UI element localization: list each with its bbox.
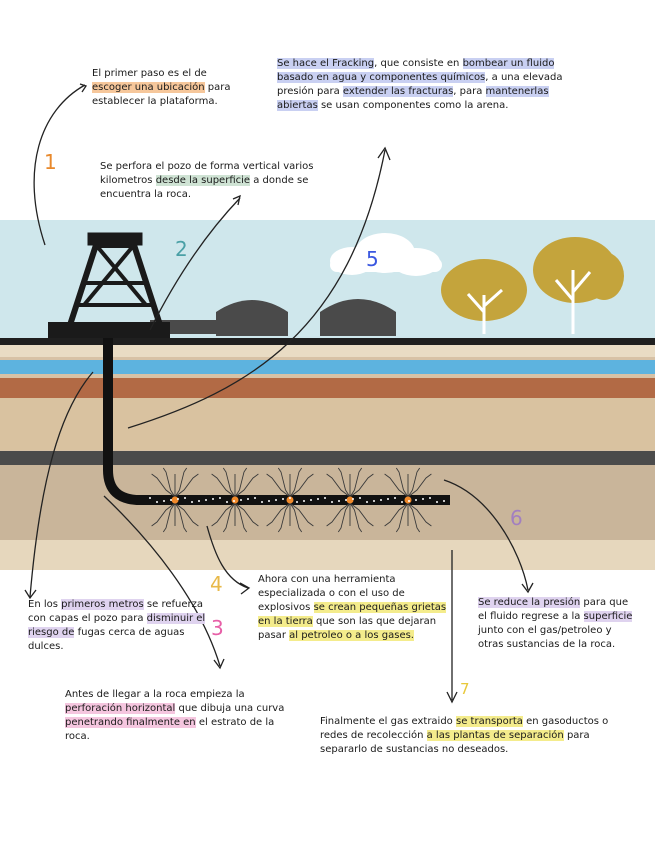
step-5-text-b: , a una elevada presión para <box>277 72 563 97</box>
proppant-grain <box>380 499 382 501</box>
step-7-highlight-b: a las plantas de separación <box>426 730 564 741</box>
proppant-grain <box>212 498 214 500</box>
proppant-grain <box>331 501 333 503</box>
step-3-note <box>65 688 300 744</box>
step-7-highlight-a: se transporta <box>456 716 523 727</box>
proppant-grain <box>219 497 221 499</box>
proppant-grain <box>317 498 319 500</box>
step-4-text-a: Ahora con una herramienta especializada o con el uso de explosivos <box>258 574 405 613</box>
step-3-text-b: que dibuja una curva <box>178 703 285 714</box>
bottom-layer <box>0 540 655 570</box>
step-5-highlight-d: mantenerlas abiertas <box>277 86 549 111</box>
aquifer-layer <box>0 360 655 374</box>
step-number-6: 6 <box>510 506 523 530</box>
perforation-point <box>405 497 412 504</box>
step-6-highlight-b: superficie <box>583 611 633 622</box>
proppant-grain <box>415 499 417 501</box>
proppant-grain <box>205 499 207 501</box>
proppant-grain <box>366 501 368 503</box>
step-6-note <box>478 596 638 652</box>
step-1-note <box>92 67 242 109</box>
proppant-grain <box>303 500 305 502</box>
proppant-grain <box>324 497 326 499</box>
proppant-grain <box>429 497 431 499</box>
step-4-highlight-b: al petroleo o a los gases. <box>289 630 414 641</box>
proppant-grain <box>345 499 347 501</box>
step-3-highlight-b: penetrando finalmente en <box>65 717 196 728</box>
aquifer-text-a: En los <box>28 599 58 610</box>
aquifer-highlight-a: primeros metros <box>61 599 144 610</box>
proppant-grain <box>261 501 263 503</box>
proppant-grain <box>289 497 291 499</box>
step-2-highlight: desde la superficie <box>155 175 251 186</box>
step-7-text-b: en gasoductos o redes de recolección <box>320 716 609 741</box>
step-7-note <box>320 715 630 757</box>
proppant-grain <box>296 501 298 503</box>
dark-layer <box>0 451 655 465</box>
step-4-text-b: que son las que dejaran pasar <box>258 616 437 641</box>
step-5-highlight-b: bombear un fluido basado en agua y componentes químicos <box>277 58 555 83</box>
proppant-grain <box>247 498 249 500</box>
step-number-3: 3 <box>211 616 224 640</box>
proppant-grain <box>198 500 200 502</box>
step-4-note <box>258 573 458 643</box>
step-5-text-a: , que consiste en <box>374 58 460 69</box>
step-4-highlight-a: se crean pequeñas grietas en la tierra <box>258 602 447 627</box>
step-2-text-a: Se perfora el pozo de forma vertical varios kilometros <box>100 161 314 186</box>
proppant-grain <box>149 497 151 499</box>
proppant-grain <box>226 501 228 503</box>
step-3-highlight-a: perforación horizontal <box>65 703 176 714</box>
clay-layer <box>0 378 655 398</box>
step-6-text-b: junto con el gas/petroleo y otras sustancias de la roca. <box>478 625 616 650</box>
step-5-highlight-c: extender las fracturas <box>342 86 454 97</box>
proppant-grain <box>394 497 396 499</box>
perforation-point <box>172 497 179 504</box>
step-number-4: 4 <box>210 572 223 596</box>
proppant-grain <box>170 499 172 501</box>
proppant-grain <box>352 498 354 500</box>
step-2-note <box>100 160 340 202</box>
proppant-grain <box>387 498 389 500</box>
aquifer-note <box>28 598 208 654</box>
step-number-5: 5 <box>366 247 379 271</box>
proppant-grain <box>310 499 312 501</box>
step-5-text-c: , para <box>453 86 483 97</box>
proppant-grain <box>338 500 340 502</box>
proppant-grain <box>436 501 438 503</box>
step-5-text-d: se usan componentes como la arena. <box>320 100 509 111</box>
step-6-text-a: para que el fluido regrese a la <box>478 597 629 622</box>
proppant-grain <box>408 500 410 502</box>
proppant-grain <box>282 498 284 500</box>
step-2-text-b: a donde se encuentra la roca. <box>100 175 309 200</box>
aquifer-highlight-b: disminuir el riesgo de <box>28 613 206 638</box>
proppant-grain <box>373 500 375 502</box>
step-number-7: 7 <box>460 680 470 698</box>
proppant-grain <box>163 500 165 502</box>
perforation-point <box>347 497 354 504</box>
step-1-highlight: escoger una ubicación <box>92 82 205 93</box>
step-1-text-b: para establecer la plataforma. <box>92 82 231 107</box>
surface-line <box>0 338 655 345</box>
proppant-grain <box>240 499 242 501</box>
proppant-grain <box>422 498 424 500</box>
step-7-text-a: Finalmente el gas extraido <box>320 716 453 727</box>
step-3-text-c: el estrato de la roca. <box>65 717 275 742</box>
topsoil-layer <box>0 345 655 357</box>
perforation-point <box>232 497 239 504</box>
step-3-text-a: Antes de llegar a la roca empieza la <box>65 689 245 700</box>
proppant-grain <box>401 501 403 503</box>
proppant-grain <box>443 500 445 502</box>
step-6-highlight-a: Se reduce la presión <box>478 597 581 608</box>
aquifer-text-b: se refuerza con capas el pozo para <box>28 599 203 624</box>
proppant-grain <box>184 497 186 499</box>
step-5-note <box>277 57 567 113</box>
sand-layer <box>0 398 655 450</box>
step-1-text-a: El primer paso es el de <box>92 68 207 79</box>
step-5-highlight-a: Se hace el Fracking <box>277 58 375 69</box>
proppant-grain <box>191 501 193 503</box>
proppant-grain <box>233 500 235 502</box>
proppant-grain <box>156 501 158 503</box>
step-7-text-c: para separarlo de sustancias no deseados. <box>320 730 590 755</box>
proppant-grain <box>275 499 277 501</box>
step-number-2: 2 <box>175 237 188 261</box>
proppant-grain <box>254 497 256 499</box>
proppant-grain <box>359 497 361 499</box>
proppant-grain <box>268 500 270 502</box>
proppant-grain <box>177 498 179 500</box>
aquifer-text-c: fugas cerca de aguas dulces. <box>28 627 185 652</box>
step-number-1: 1 <box>44 150 57 174</box>
